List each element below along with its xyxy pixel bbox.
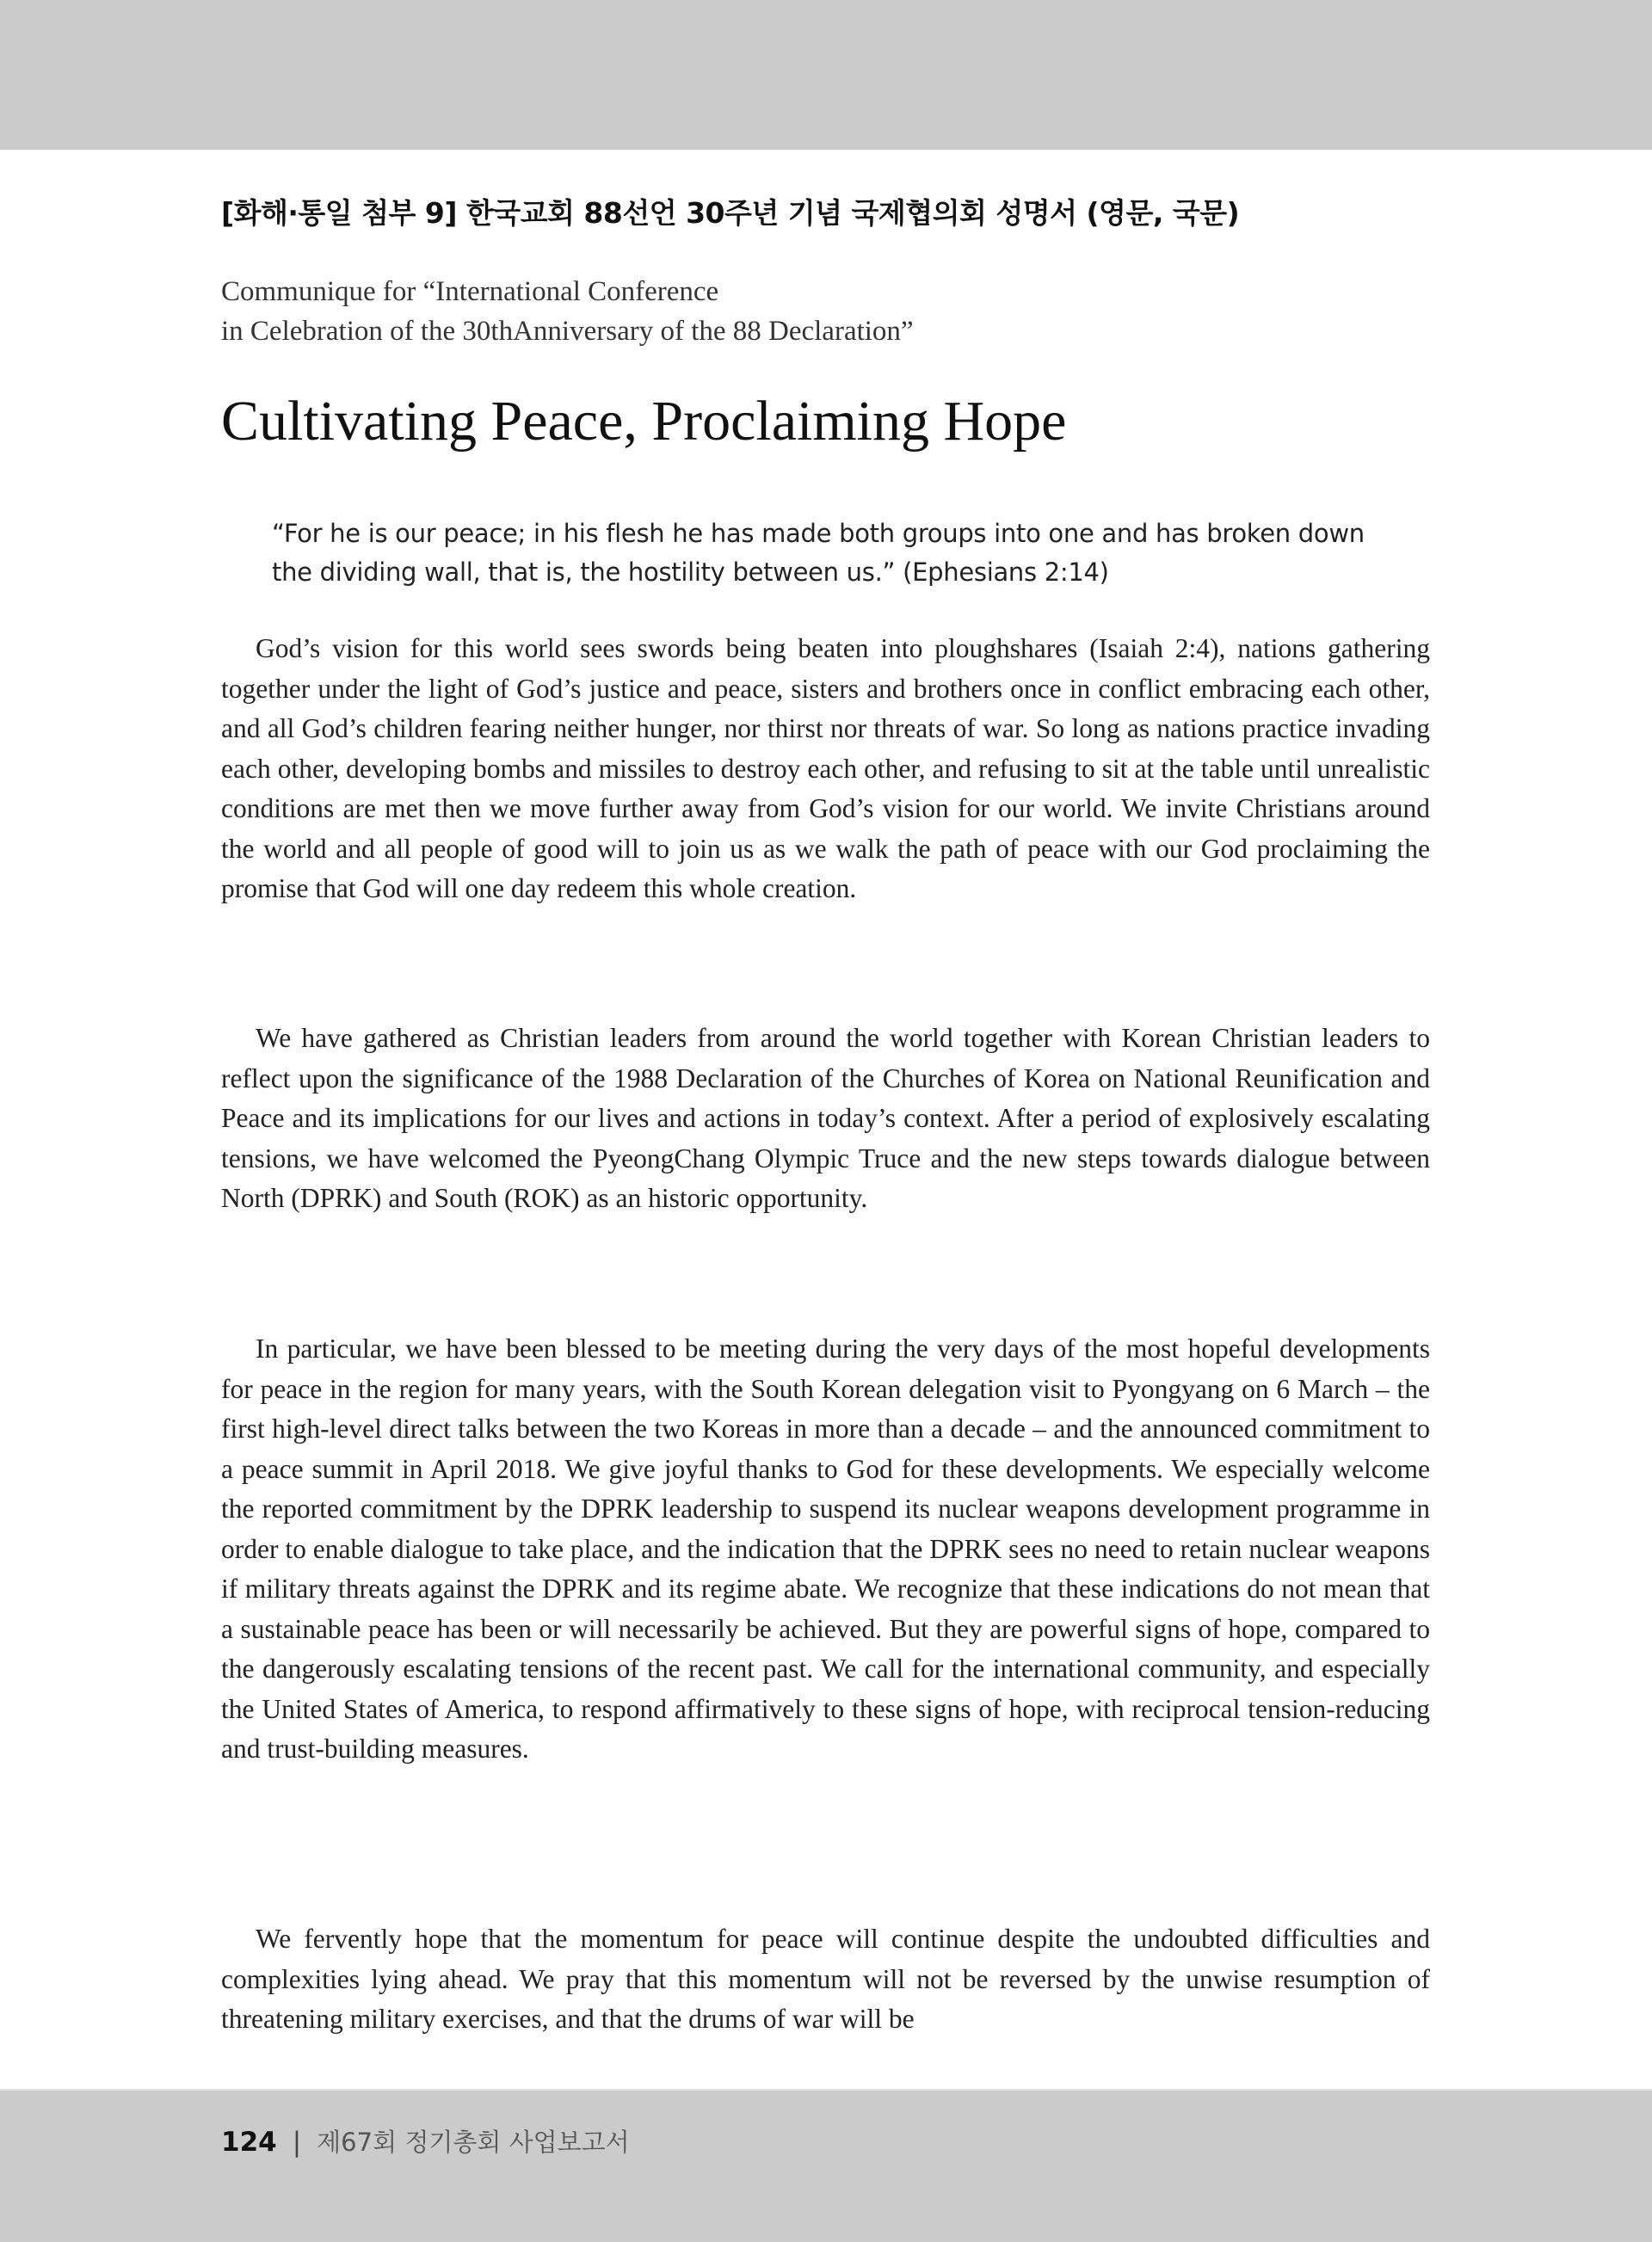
section-heading: [화해·통일 첨부 9] 한국교회 88선언 30주년 기념 국제협의회 성명서 (영문, 국문) xyxy=(221,196,1240,230)
document-title: Cultivating Peace, Proclaiming Hope xyxy=(221,390,1067,453)
bottom-margin-band xyxy=(0,2089,1652,2242)
body-paragraph: In particular, we have been blessed to be meeting during the very days of the most hopeful developments for peace in the region for many years, with the South Korean delegation visit to Pyongyang on 6 March – the first high-level direct talks between the two Koreas in more than a decade – and the announced commitment to a peace summit in April 2018. We give joyful thanks to God for these developments. We especially welcome the reported commitment by the DPRK leadership to suspend its nuclear weapons development programme in order to enable dialogue to take place, and the indication that the DPRK sees no need to retain nuclear weapons if military threats against the DPRK and its regime abate. We recognize that these indications do not mean that a sustainable peace has been or will necessarily be achieved. But they are powerful signs of hope, compared to the dangerously escalating tensions of the recent past. We call for the international community, and especially the United States of America, to respond affirmatively to these signs of hope, with reciprocal tension-reducing and trust-building measures. xyxy=(221,1333,1430,1764)
body-paragraph: We fervently hope that the momentum for peace will continue despite the undoubted difficulties and complexities lying ahead. We pray that this momentum will not be reversed by the unwise resumption of threatening military exercises, and that the drums of war will be xyxy=(221,1924,1430,2034)
top-margin-band xyxy=(0,0,1652,150)
subtitle-line-2: in Celebration of the 30thAnniversary of the 88 Declaration” xyxy=(221,316,914,347)
body-paragraph: God’s vision for this world sees swords being beaten into ploughshares (Isaiah 2:4), nations gathering together under the light of God’s justice and peace, sisters and brothers once in conflict embracing each other, and all God’s children fearing neither hunger, nor thirst nor threats of war. So long as nations practice invading each other, developing bombs and missiles to destroy each other, and refusing to sit at the table until unrealistic conditions are met then we move further away from God’s vision for our world. We invite Christians around the world and all people of good will to join us as we walk the path of peace with our God proclaiming the promise that God will one day redeem this whole creation. xyxy=(221,633,1430,903)
subtitle-line-1: Communique for “International Conference xyxy=(221,276,719,307)
footer-separator: | xyxy=(292,2127,302,2158)
page-footer xyxy=(221,2123,630,2159)
report-title: 제67회 정기총회 사업보고서 xyxy=(317,2128,630,2157)
document-subtitle xyxy=(221,272,914,351)
page-number: 124 xyxy=(221,2127,277,2158)
epigraph-quote: “For he is our peace; in his flesh he has made both groups into one and has broken down the dividing wall, that is, the hostility between us.” (Ephesians 2:14) xyxy=(272,519,1365,587)
body-paragraph: We have gathered as Christian leaders from around the world together with Korean Christian leaders to reflect upon the significance of the 1988 Declaration of the Churches of Korea on National Reunification and Peace and its implications for our lives and actions in today’s context. After a period of explosively escalating tensions, we have welcomed the PyeongChang Olympic Truce and the new steps towards dialogue between North (DPRK) and South (ROK) as an historic opportunity. xyxy=(221,1023,1430,1213)
